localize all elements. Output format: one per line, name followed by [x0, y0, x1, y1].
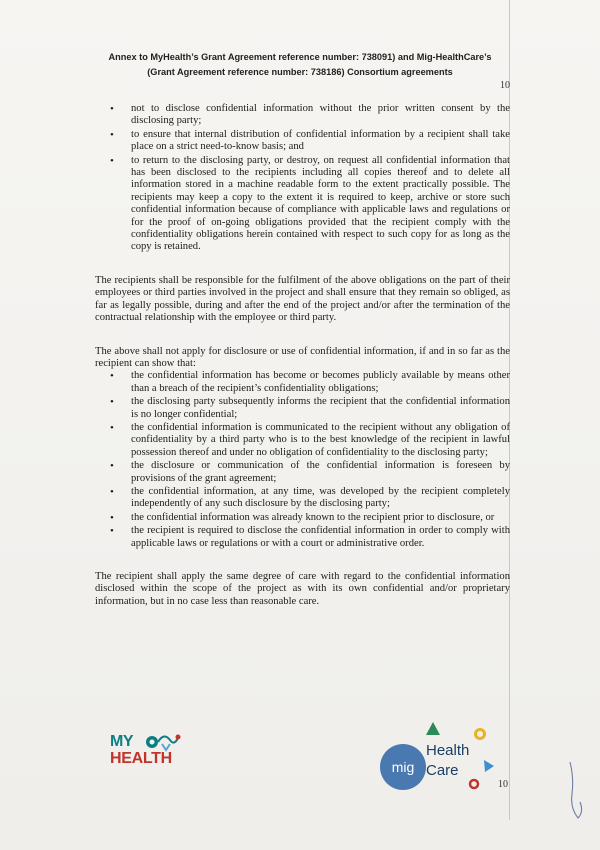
myhealth-logo-text-bottom: HEALTH [110, 750, 172, 767]
paragraph-degree-of-care: The recipient shall apply the same degree of care with regard to the confidential information disclosed within the scope of the project as with its own confidential and/or proprietary information, but in no case less than reasonable care. [95, 571, 510, 607]
mig-logo-care-text: Care [426, 762, 459, 779]
obligations-list [95, 103, 510, 254]
list-item: • the confidential information was already known to the recipient prior to disclosure, or [131, 512, 510, 524]
list-item: • the disclosing party subsequently informs the recipient that the confidential information is no longer confidential; [131, 396, 510, 421]
list-item: • the confidential information has become or becomes publicly available by means other than a breach of the recipient’s confidentiality obligations; [131, 370, 510, 395]
header-line-1: Annex to MyHealth’s Grant Agreement reference number: 738091) and Mig-HealthCare’s [108, 52, 492, 62]
list-item: • the confidential information is communicated to the recipient without any obligation of confidentiality by a third party who is to the best knowledge of the recipient in lawful possession thereof and under no obligation of confidentiality to the disclosing party; [131, 422, 510, 459]
body-text [95, 103, 510, 608]
paragraph-responsibility: The recipients shall be responsible for the fulfilment of the above obligations on the part of their employees or third parties involved in the project and shall ensure that they remain so obliged, as far as legally possible, during and after the end of the project and/or after the termination of the contractual relationship with the employee or third party. [95, 274, 510, 324]
list-item: • to return to the disclosing party, or destroy, on request all confidential information that has been disclosed to the recipients including all copies thereof and to delete all information stored in a machine readable form to the extent practically possible. The recipients may keep a copy to the extent it is required to keep, archive or store such confidential information because of compliance with applicable laws and regulations or for the proof of on-going obligations provided that the recipient comply with the confidentiality obligations herein contained with respect to such copy for as long as the copy is retained. [131, 155, 510, 254]
document-header [60, 50, 540, 80]
page-number-top: 10 [500, 80, 510, 91]
list-item: • the recipient is required to disclose the confidential information in order to comply with applicable laws or regulations or with a court or administrative order. [131, 525, 510, 550]
mig-logo-health-text: Health [426, 742, 470, 759]
myhealth-logo-text-top: MY [110, 733, 133, 750]
list-item: • not to disclose confidential information without the prior written consent by the disclosing party; [131, 103, 510, 128]
list-item: • the disclosure or communication of the confidential information is foreseen by provisions of the grant agreement; [131, 460, 510, 485]
exceptions-list [95, 370, 510, 550]
page-number-bottom: 10 [498, 779, 508, 790]
paragraph-exceptions-intro: The above shall not apply for disclosure or use of confidential information, if and in so far as the recipient can show that: [95, 345, 510, 369]
stethoscope-icon [144, 730, 182, 752]
header-line-2: (Grant Agreement reference number: 738186) Consortium agreements [147, 67, 453, 77]
mig-circle-badge: mig [380, 744, 426, 790]
myhealth-logo [110, 733, 190, 773]
mig-healthcare-logo [380, 722, 500, 792]
list-item: • the confidential information, at any time, was developed by the recipient completely independently of any such disclosure by the disclosing party; [131, 486, 510, 511]
list-item: • to ensure that internal distribution of confidential information by a recipient shall take place on a strict need-to-know basis; and [131, 129, 510, 154]
handwritten-signature-mark [560, 760, 590, 820]
